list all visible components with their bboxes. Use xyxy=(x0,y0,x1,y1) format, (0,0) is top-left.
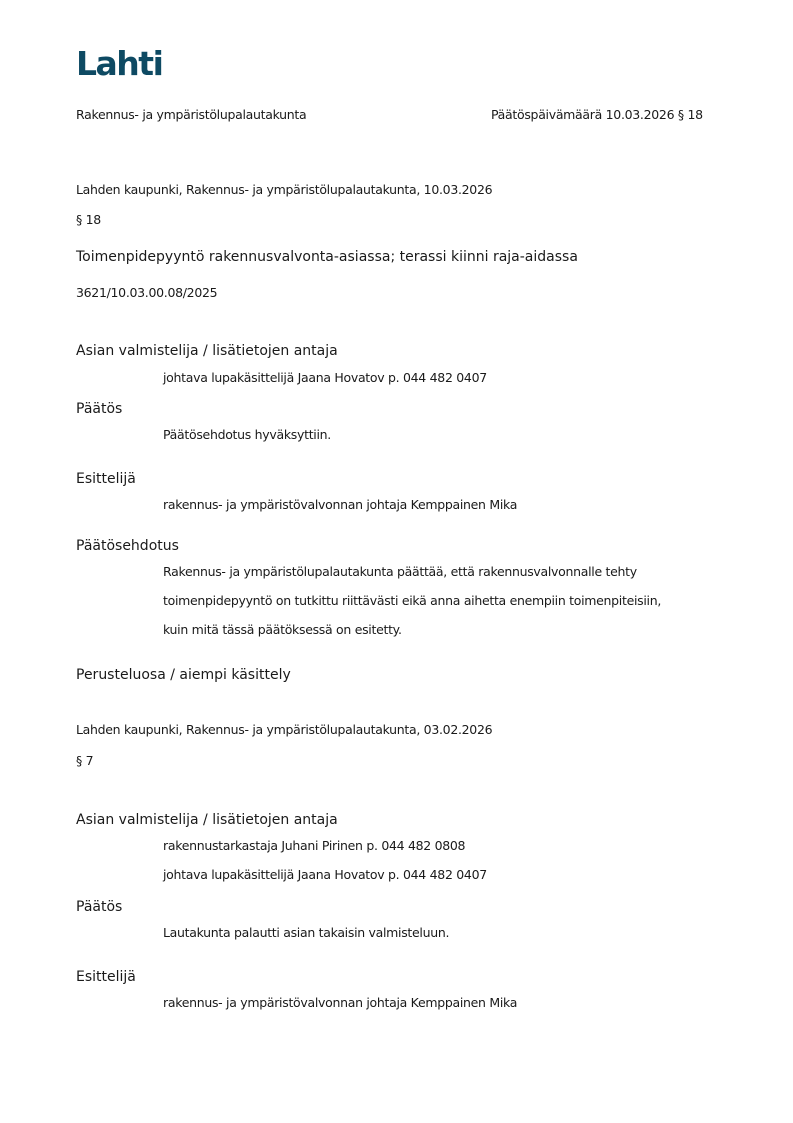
page-title: Toimenpidepyyntö rakennusvalvonta-asiassa; terassi kiinni raja-aidassa xyxy=(76,249,578,265)
earlier-presenter-heading: Esittelijä xyxy=(76,969,136,985)
header-decision-date: Päätöspäivämäärä 10.03.2026 § 18 xyxy=(491,107,703,122)
earlier-preparer-text: johtava lupakäsittelijä Jaana Hovatov p. 044 482 0407 xyxy=(163,867,487,882)
proposal-heading: Päätösehdotus xyxy=(76,538,179,554)
decision-text: Päätösehdotus hyväksyttiin. xyxy=(163,427,331,442)
presenter-text: rakennus- ja ympäristövalvonnan johtaja Kemppainen Mika xyxy=(163,497,518,512)
earlier-decision-text: Lautakunta palautti asian takaisin valmisteluun. xyxy=(163,925,450,940)
earlier-decision-heading: Päätös xyxy=(76,899,123,915)
background-heading: Perusteluosa / aiempi käsittely xyxy=(76,667,291,683)
earlier-preparer-text: rakennustarkastaja Juhani Pirinen p. 044 482 0808 xyxy=(163,838,466,853)
reference-number: 3621/10.03.00.08/2025 xyxy=(76,285,218,300)
proposal-line: kuin mitä tässä päätöksessä on esitetty. xyxy=(163,622,402,637)
proposal-line: toimenpidepyyntö on tutkittu riittävästi eikä anna aihetta enempiin toimenpiteisiin, xyxy=(163,593,661,608)
earlier-preparer-heading: Asian valmistelija / lisätietojen antaja xyxy=(76,812,338,828)
section-number: § 18 xyxy=(76,212,101,227)
header-committee: Rakennus- ja ympäristölupalautakunta xyxy=(76,107,307,122)
decision-heading: Päätös xyxy=(76,401,123,417)
proposal-line: Rakennus- ja ympäristölupalautakunta päättää, että rakennusvalvonnalle tehty xyxy=(163,564,637,579)
lahti-logo: Lahti xyxy=(76,44,163,83)
preparer-text: johtava lupakäsittelijä Jaana Hovatov p. 044 482 0407 xyxy=(163,370,487,385)
earlier-meeting-line: Lahden kaupunki, Rakennus- ja ympäristölupalautakunta, 03.02.2026 xyxy=(76,722,493,737)
earlier-presenter-text: rakennus- ja ympäristövalvonnan johtaja Kemppainen Mika xyxy=(163,995,518,1010)
preparer-heading: Asian valmistelija / lisätietojen antaja xyxy=(76,343,338,359)
earlier-section-number: § 7 xyxy=(76,753,94,768)
presenter-heading: Esittelijä xyxy=(76,471,136,487)
meeting-line: Lahden kaupunki, Rakennus- ja ympäristölupalautakunta, 10.03.2026 xyxy=(76,182,493,197)
